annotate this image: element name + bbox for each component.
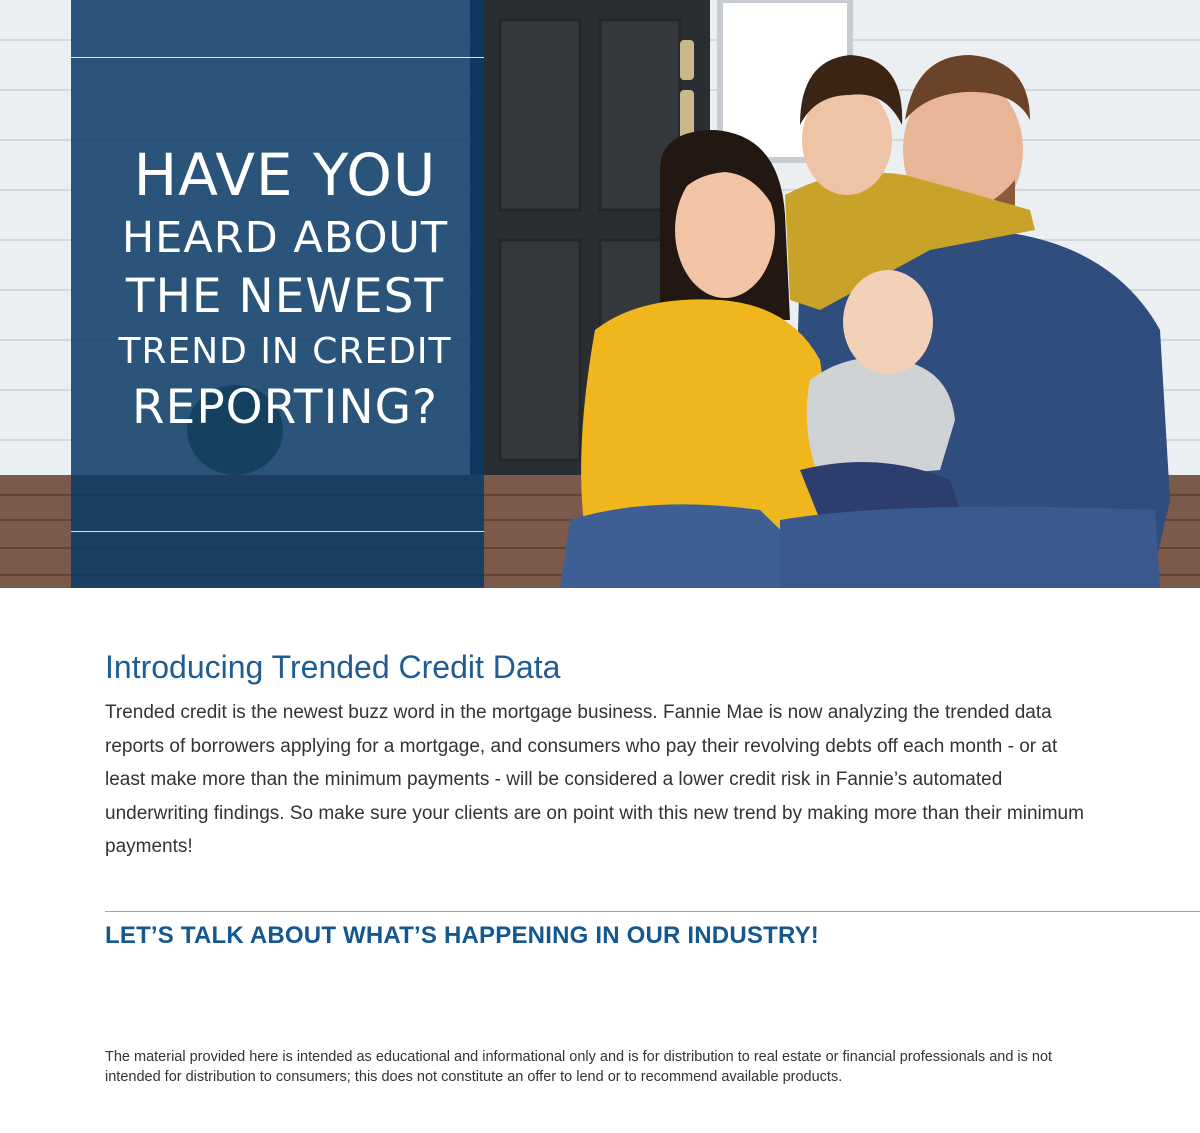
hero-headline <box>105 141 465 435</box>
section-title: Introducing Trended Credit Data <box>105 649 561 685</box>
headline-line-3: THE NEWEST <box>125 269 445 324</box>
section-body: Trended credit is the newest buzz word in the mortgage business. Fannie Mae is now analyzing the trended data reports of borrowers applying for a mortgage, and consumers who pay their revolving debts off each month - or at least make more than the minimum payments - will be considered a lower credit risk in Fannie’s automated underwriting findings. So make sure your clients are on point with this new trend by making more than their minimum payments! <box>105 702 1084 858</box>
headline-line-5: REPORTING? <box>131 380 439 435</box>
headline-line-2: HEARD ABOUT <box>121 213 449 263</box>
section-divider <box>105 911 1200 912</box>
panel-top-rule <box>71 57 484 58</box>
headline-line-1: HAVE YOU <box>133 141 437 209</box>
disclaimer-text: The material provided here is intended as educational and informational only and is for distribution to real estate or financial professionals and is not intended for distribution to consumers; this does not constitute an offer to lend or to recommend available products. <box>105 1049 1053 1085</box>
headline-line-4: TREND IN CREDIT <box>118 331 452 372</box>
article-section <box>105 648 1095 864</box>
hero-overlay-panel <box>71 0 484 588</box>
panel-bottom-rule <box>71 531 484 532</box>
cta-heading: LET’S TALK ABOUT WHAT’S HAPPENING IN OUR INDUSTRY! <box>105 922 819 949</box>
